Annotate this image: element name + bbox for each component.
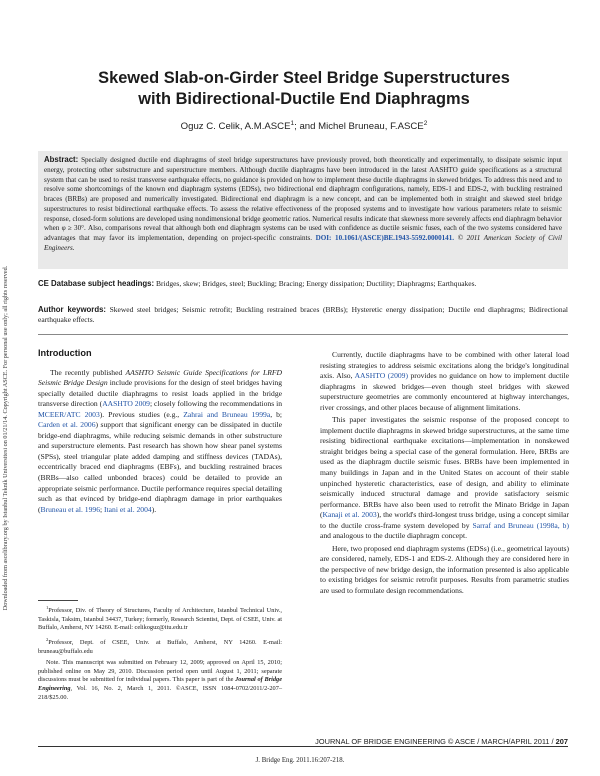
text-run: , b; — [270, 409, 282, 419]
footnotes — [38, 600, 282, 705]
citation-link-kanaji-2003[interactable]: Kanaji et al. 2003 — [322, 510, 377, 520]
text-run: ; closely following the recommendations in — [149, 399, 282, 409]
author-1: Oguz C. Celik, A.M.ASCE — [180, 121, 291, 133]
left-column — [38, 348, 282, 515]
text-run: Currently, ductile diaphragms have to be combined with other lateral load resisting strategies to address seismic excitations along the bridge's longitudinal axis. Also, — [320, 350, 569, 381]
text-run: This paper investigates the seismic response of the proposed concept to implement ductile diaphragms in skewed bridge superstructures, at the same time resisting bidirectional earthquake excitations—implementation in nonskewed straight bridges being a special case of the general formulation. Here, BRBs are used as the diaphragm ductile seismic fuses. BRBs have been implemented in many buildings in Japan and in the United States on account of their stable unpinched hysteretic characteristics, ease of design, and ability to eliminate seismically induced structural damage and provide satisfactory seismic performance. BRBs have also been used to retrofit the Minato Bridge in Japan ( — [320, 415, 569, 520]
header-divider — [38, 334, 568, 335]
footnote-1-text: Professor, Div. of Theory of Structures, Faculty of Architecture, Istanbul Technical Univ., Taskisla, Taksim, Istanbul 34437, Turkey; formerly, Research Scientist, Dept. of CSEE, Univ. at Buffalo, Amherst, NY 14260. E-mail: celikoguz@itu.edu.tr — [38, 607, 282, 632]
citation-link-carden-2006[interactable]: Carden et al. 2006 — [38, 420, 96, 430]
text-run: ; — [100, 504, 105, 514]
abstract-text: Specially designed ductile end diaphragms of steel bridge superstructures have previously proved, both theoretically and experimentally, to dissipate seismic input energy, protecting other substructure and superstructure members. Although ductile diaphragms have been introduced in the latest AASHTO guide specifications as a structural system that can be used to resist transverse earthquake effects, no guidance is provided on how to implement these ductile diaphragms in skewed bridges. To address this need and to resolve some shortcomings of the known end diaphragm systems (EDSs), two bidirectional end diaphragm configurations, namely, EDS-1 and EDS-2, with buckling restrained braces (BRBs) are proposed and numerically investigated. Bidirectional end diaphragm is a new concept, and can be implemented both in straight and skewed steel bridge superstructures to resist bidirectional earthquake effects. To assess the relative effectiveness of the proposed systems and to investigate how various parameters relate to seismic response, closed-form solutions are developed using nondimensional bridge geometric ratios. Numerical results indicate that skewness more severely affects end diaphragm behavior when φ ≥ 30°. Also, comparisons reveal that although both end diaphragm systems can be used with confidence as ductile seismic fuses, each of the two systems considered have advantages that may favor its implementation, depending on project-specific constraints. — [44, 156, 562, 242]
download-sidebar — [0, 158, 14, 718]
author-keywords-label: Author keywords: — [38, 305, 107, 314]
citation-link-itani-2004[interactable]: Itani et al. 2004 — [104, 504, 152, 514]
footnote-rule — [38, 600, 78, 601]
right-column — [320, 350, 569, 597]
copyright-notice: © 2011 American Society of Civil Engineers. — [44, 234, 562, 252]
text-run: ). Previous studies (e.g., — [99, 409, 184, 419]
footnote-2-text: Professor, Dept. of CSEE, Univ. at Buffalo, Amherst, NY 14260. E-mail: bruneau@buffalo.edu — [38, 638, 282, 655]
title-line-2: with Bidirectional-Ductile End Diaphragms — [138, 90, 470, 108]
footer-rule — [38, 746, 568, 747]
download-notice: Downloaded from ascelibrary.org by Istanbul Teknik Universitesi on 01/21/14. Copyright ASCE. For personal use only; all rights reserved. — [2, 265, 9, 611]
text-run: include provisions for the design of steel bridges having specially detailed ductile diaphragms to resist loads applied in the bridge transverse direction ( — [38, 378, 282, 409]
text-run: , Vol. 16, No. 2, March 1, 2011. ©ASCE, ISSN 1084-0702/2011/2-207–218/$25.00. — [38, 684, 282, 701]
citation-footer: J. Bridge Eng. 2011.16:207-218. — [255, 757, 345, 764]
citation-link-bruneau-1996[interactable]: Bruneau et al. 1996 — [40, 504, 100, 514]
author-1-affil: 1 — [290, 120, 295, 127]
subject-headings-label: CE Database subject headings: — [38, 279, 155, 288]
article-title — [40, 68, 568, 110]
author-2-affil: 2 — [423, 120, 428, 127]
text-run: and analogous to the ductile diaphragm concept. — [320, 531, 467, 541]
footnote-2 — [38, 636, 282, 656]
abstract-label: Abstract: — [44, 155, 79, 164]
footer-journal-text: JOURNAL OF BRIDGE ENGINEERING © ASCE / MARCH/APRIL 2011 / — [315, 737, 556, 746]
text-run: ), the world's third-longest truss bridge, using a concept similar to the ductile cross-frame system developed by — [320, 510, 570, 530]
subject-headings — [38, 279, 568, 289]
footnote-1-marker: 1 — [46, 605, 49, 610]
text-run: The recently published — [50, 367, 126, 377]
right-paragraph-2 — [320, 415, 569, 542]
citation-link-aashto-2009[interactable]: AASHTO (2009) — [354, 371, 408, 381]
author-keywords-text: Skewed steel bridges; Seismic retrofit; Buckling restrained braces (BRBs); Hysteretic energy dissipation; Ductile end diaphragms; Bidirectional earthquake effects. — [38, 305, 569, 324]
page-number: 207 — [555, 737, 568, 746]
right-paragraph-3: Here, two proposed end diaphragm systems (EDSs) (i.e., geometrical layouts) are considered, namely, EDS-1 and EDS-2. Although they are considered here in the perspective of new bridge design, the information presented is also applicable to existing bridges for seismic retrofit purposes. Results from parametric studies are used to formulate design recommendations. — [320, 543, 569, 596]
doi-link[interactable]: DOI: 10.1061/(ASCE)BE.1943-5592.0000141. — [315, 234, 455, 242]
subject-headings-text: Bridges, skew; Bridges, steel; Buckling; Bracing; Energy dissipation; Ductility; Diaphragms; Earthquakes. — [156, 279, 477, 288]
author-keywords — [38, 305, 568, 325]
section-heading-introduction: Introduction — [38, 348, 92, 358]
citation-link-zahrai-bruneau-1999a[interactable]: Zahrai and Bruneau 1999a — [183, 409, 271, 419]
running-footer — [200, 737, 568, 746]
citation-link-aashto-2009[interactable]: AASHTO 2009 — [102, 399, 150, 409]
title-line-1: Skewed Slab-on-Girder Steel Bridge Superstructures — [98, 69, 510, 87]
journal-name: Journal of Bridge Engineering — [38, 676, 282, 692]
author-line — [40, 120, 568, 132]
text-run: ). — [151, 504, 157, 514]
text-run: ) support that significant energy can be dissipated in ductile bridge-end diaphragms, while reducing seismic demands in other substructure and superstructure elements. Past research has shown how shear panel systems (SPSs), steel triangular plate added damping and stiffness devices (TADAs), eccentrically braced end diaphragms (EBFs), and buckling restrained braces (BRBs—also called unbonded braces) could be detailed to provide an appropriate seismic performance. Ductile performance requires special detailing such as that evinced by bridge-end diaphragm damage in prior earthquakes ( — [38, 420, 282, 514]
citation-link-mceer-atc-2003[interactable]: MCEER/ATC 2003 — [38, 409, 100, 419]
author-joiner: ; and Michel Bruneau, F.ASCE — [294, 121, 424, 133]
right-paragraph-1 — [320, 350, 569, 413]
citation-link-sarraf-bruneau-1998[interactable]: Sarraf and Bruneau (1998a, b) — [472, 520, 569, 530]
abstract-box — [38, 151, 568, 269]
footnote-1 — [38, 604, 282, 633]
intro-paragraph-1 — [38, 368, 282, 516]
manuscript-note — [38, 659, 282, 702]
guide-spec-title: AASHTO Seismic Guide Specifications for LRFD Seismic Bridge Design — [38, 367, 283, 388]
text-run: Note. This manuscript was submitted on February 12, 2009; approved on April 15, 2010; published online on May 29, 2010. Discussion period open until August 1, 2011; separate discussions must be submitted for individual papers. This paper is part of the — [38, 659, 282, 684]
text-run: provides no guidance on how to implement ductile diaphragms in skewed bridges—even though steel bridges with skewed superstructure geometries are commonly encountered at highway interchanges, river crossings, and other places because of alignment limitations. — [320, 371, 569, 412]
footnote-2-marker: 2 — [46, 636, 49, 642]
